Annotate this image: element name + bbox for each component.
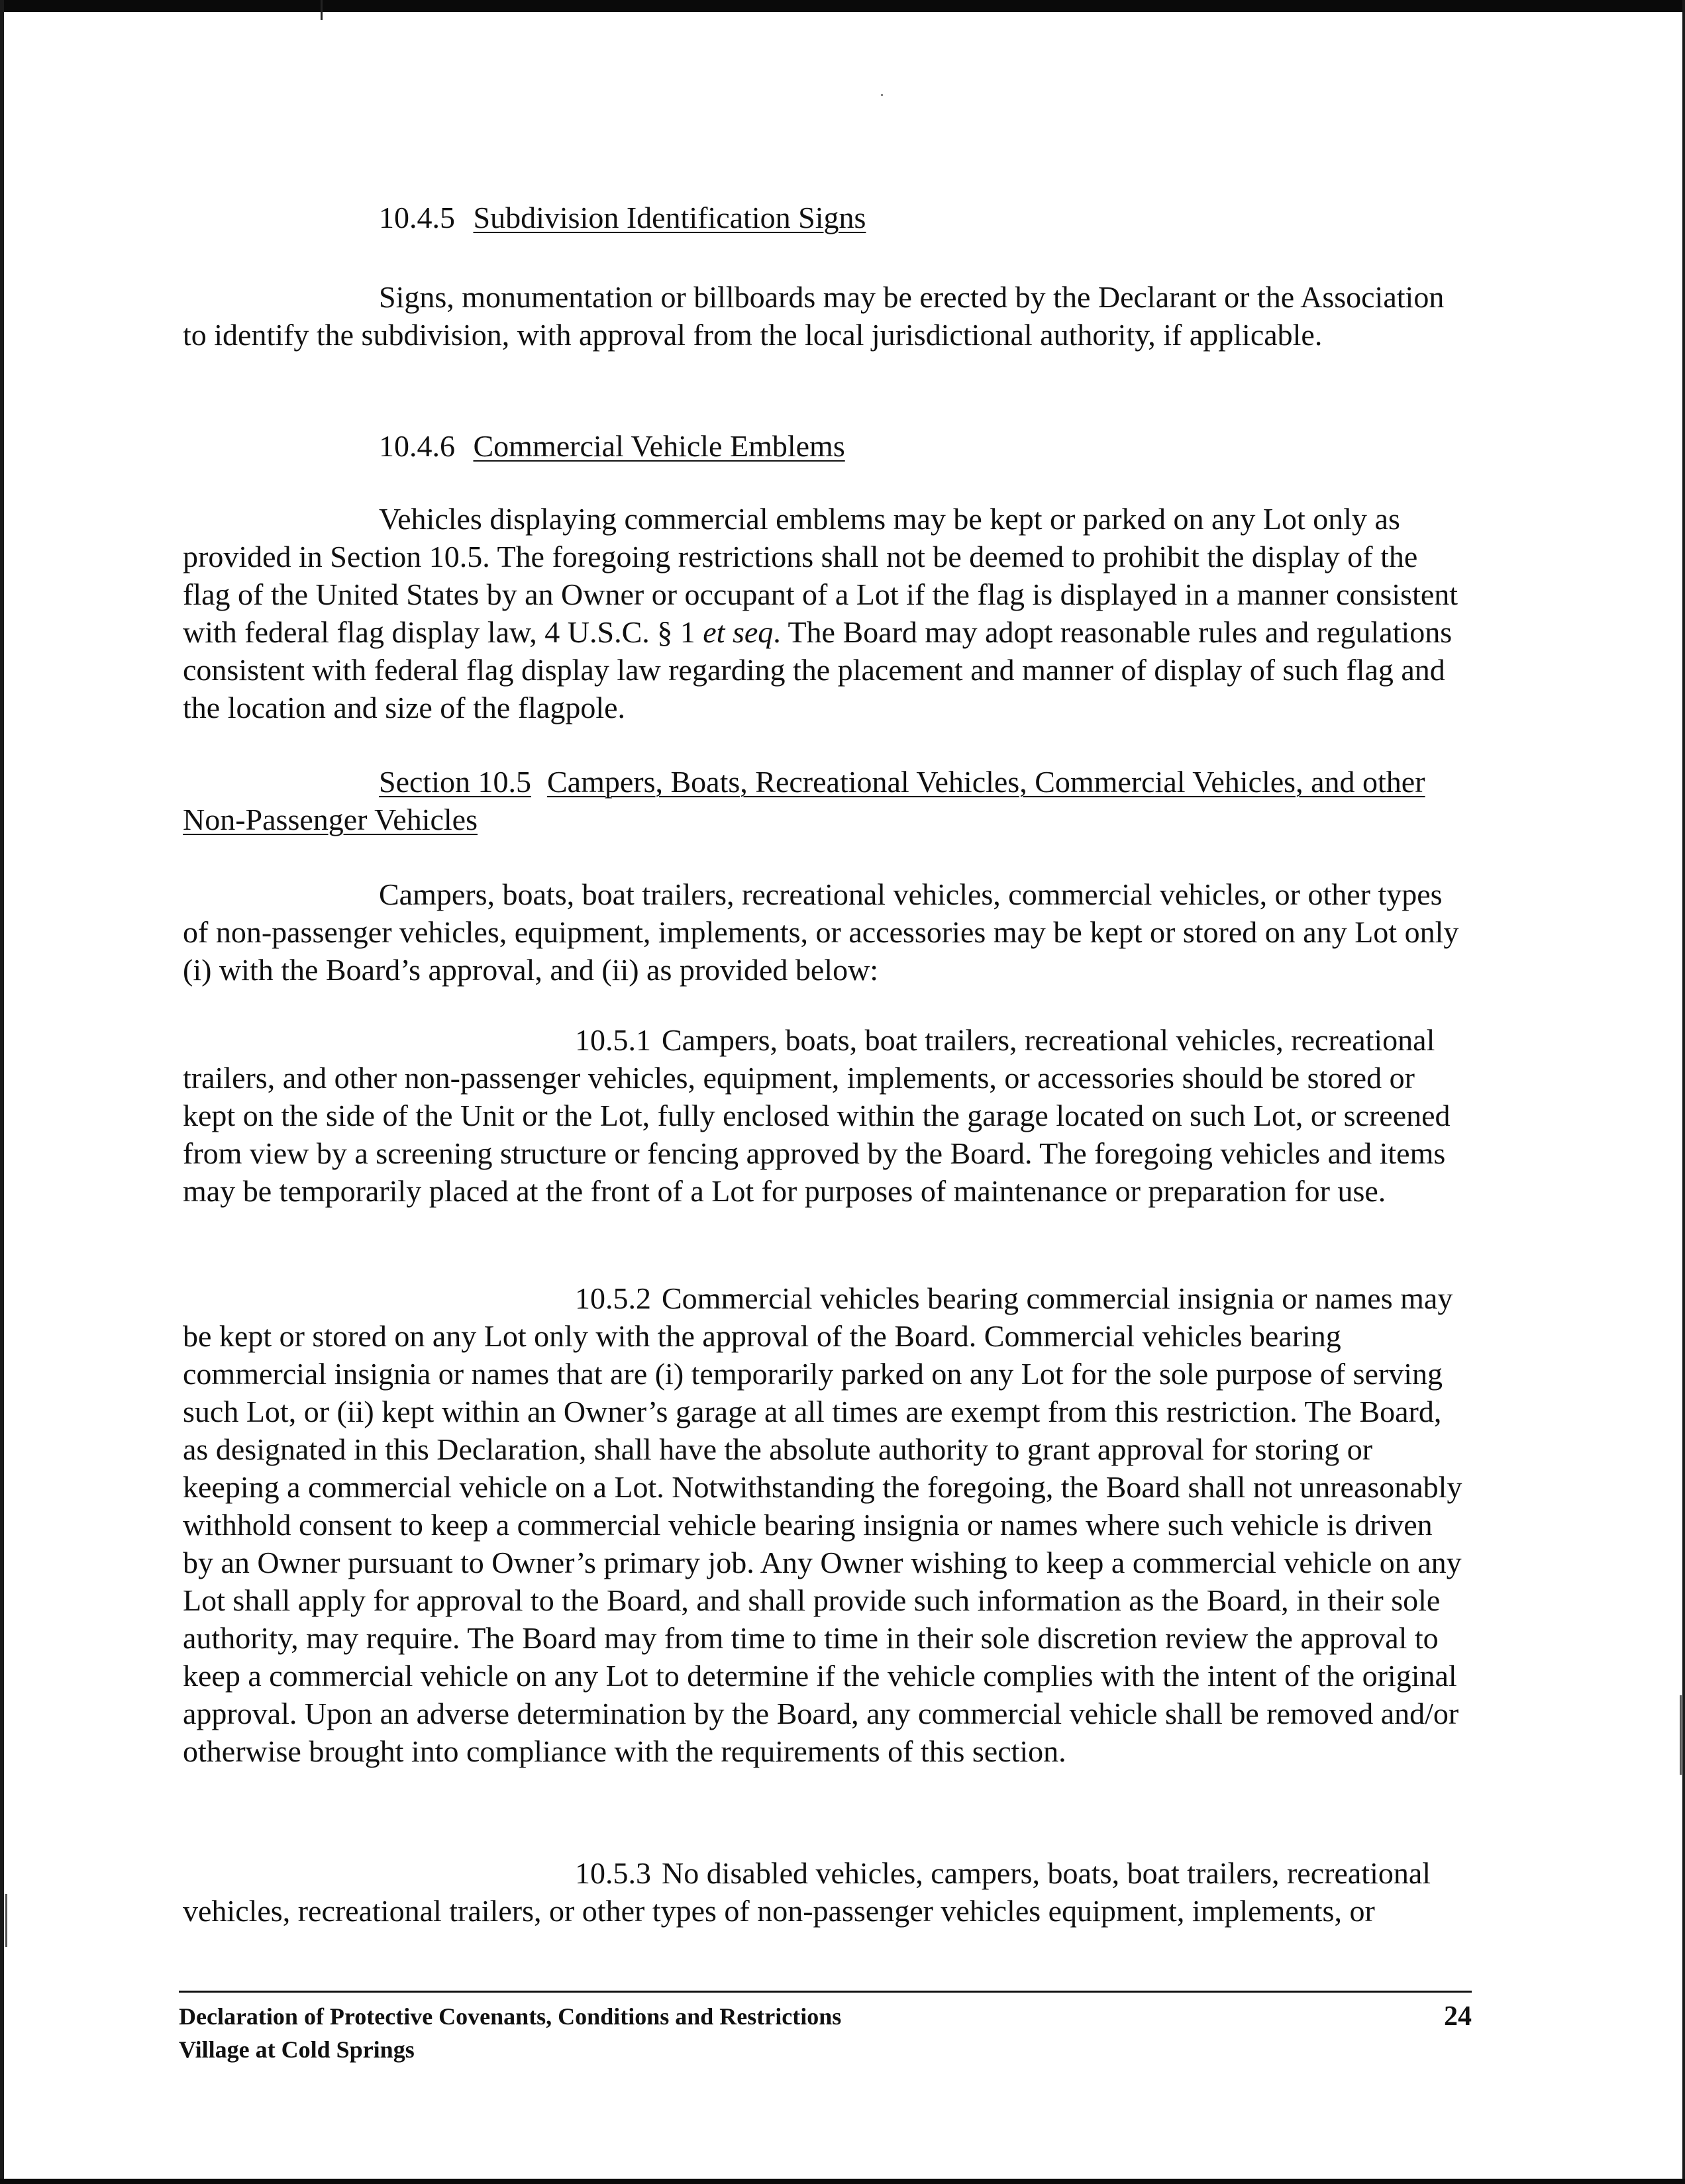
section-title: Campers, Boats, Recreational Vehicles, Commercial Vehicles, and other Non-Passenger Vehicles	[183, 765, 1425, 836]
paragraph-text: Vehicles displaying commercial emblems may be kept or parked on any Lot only as provided in Section 10.5. The foregoing restrictions shall not be deemed to prohibit the display of the flag of the United States by an Owner or occupant of a Lot if the flag is displayed in a manner consistent with federal flag display law, 4 U.S.C. § 1	[183, 502, 1458, 649]
footer-community-name: Village at Cold Springs	[179, 2036, 415, 2063]
paragraph-10-4-5: Signs, monumentation or billboards may be erected by the Declarant or the Association to identify the subdivision, with approval from the local jurisdictional authority, if applicable.	[183, 280, 1445, 352]
paragraph-text: Commercial vehicles bearing commercial insignia or names may be kept or stored on any Lot only with the approval of the Board. Commercial vehicles bearing commercial insignia or names that are (i) temporarily parked on any Lot for the sole purpose of serving such Lot, or (ii) kept within an Owner’s garage at all times are exempt from this restriction. The Board, as designated in this Declaration, shall have the absolute authority to grant approval for storing or keeping a commercial vehicle on a Lot. Notwithstanding the foregoing, the Board shall not unreasonably withhold consent to keep a commercial vehicle bearing insignia or names where such vehicle is driven by an Owner pursuant to Owner’s primary job. Any Owner wishing to keep a commercial vehicle on any Lot shall apply for approval to the Board, and shall provide such information as the Board, in their sole authority, may require. The Board may from time to time in their sole discretion review the approval to keep a commercial vehicle on any Lot to determine if the vehicle complies with the intent of the original approval. Upon an adverse determination by the Board, any commercial vehicle shall be removed and/or otherwise brought into compliance with the requirements of this section.	[183, 1281, 1462, 1768]
section-heading-10-5	[183, 763, 1465, 838]
paragraph-10-5-3	[183, 1854, 1465, 1930]
subsection-number: 10.4.6	[379, 429, 455, 463]
paragraph-text: Campers, boats, boat trailers, recreational vehicles, recreational trailers, and other non-passenger vehicles, equipment, implements, or accessories should be stored or kept on the side of the Unit or the Lot, fully enclosed within the garage located on such Lot, or screened from view by a screening structure or fencing approved by the Board. The foregoing vehicles and items may be temporarily placed at the front of a Lot for purposes of maintenance or preparation for use.	[183, 1023, 1451, 1208]
scan-border-bottom	[0, 2179, 1685, 2184]
scan-artifact-speck	[881, 94, 883, 96]
subsection-heading-10-4-5	[183, 199, 866, 236]
paragraph-text: No disabled vehicles, campers, boats, boat trailers, recreational vehicles, recreational trailers, or other types of non-passenger vehicles equipment, implements, or	[183, 1856, 1431, 1928]
paragraph-text: . The Board may adopt reasonable rules and regulations consistent with federal flag display law regarding the placement and manner of display of such flag and the location and size of the flagpole.	[183, 615, 1453, 724]
subsection-number: 10.4.5	[379, 201, 455, 234]
subsection-number: 10.5.2	[575, 1281, 651, 1315]
scan-artifact-right-mark	[1680, 1695, 1682, 1775]
subsection-number: 10.5.1	[575, 1023, 651, 1057]
scan-border-left	[0, 0, 4, 2184]
paragraph-10-5-intro: Campers, boats, boat trailers, recreational vehicles, commercial vehicles, or other types of non-passenger vehicles, equipment, implements, or accessories may be kept or stored on any Lot only (i) with the Board’s approval, and (ii) as provided below:	[183, 877, 1459, 987]
page-number: 24	[1444, 2001, 1472, 2032]
scan-artifact-tick	[321, 0, 323, 20]
scan-border-top	[0, 0, 1685, 12]
paragraph-10-5-1	[183, 1021, 1465, 1210]
subsection-heading-10-4-6	[183, 427, 845, 465]
subsection-title: Commercial Vehicle Emblems	[473, 429, 845, 463]
scan-artifact-left-mark	[5, 1894, 7, 1947]
paragraph-10-4-6	[183, 500, 1465, 726]
footer-rule	[179, 1991, 1472, 1993]
footer-document-title: Declaration of Protective Covenants, Conditions and Restrictions	[179, 2003, 842, 2030]
subsection-title: Subdivision Identification Signs	[473, 201, 866, 234]
section-label: Section 10.5	[379, 765, 531, 799]
page-footer	[179, 2000, 1472, 2066]
subsection-number: 10.5.3	[575, 1856, 651, 1890]
scan-border-right	[1682, 0, 1685, 2184]
paragraph-10-5-2	[183, 1279, 1465, 1770]
paragraph-italic-text: et seq	[703, 615, 774, 649]
